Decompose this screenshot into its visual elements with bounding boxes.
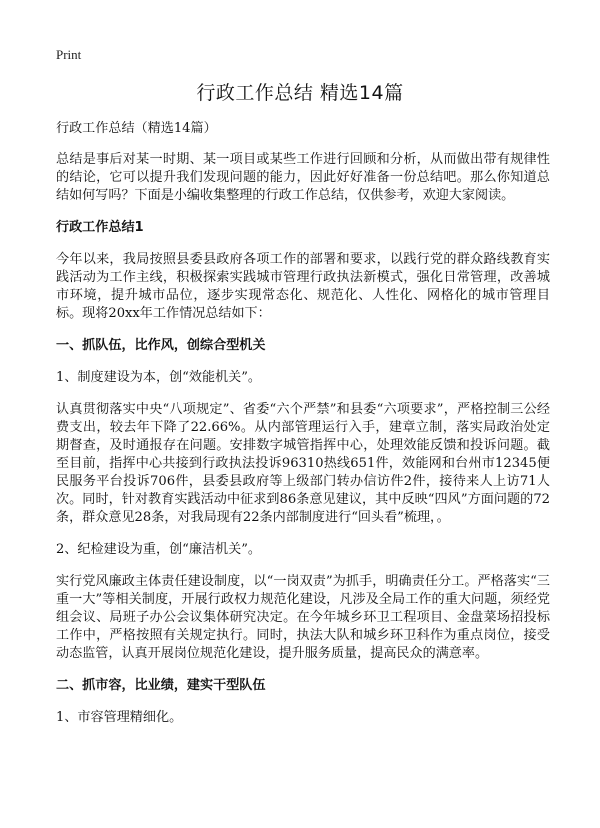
heading-2: 二、抓市容，比业绩，建实干型队伍 <box>56 678 266 693</box>
item-1-body: 认真贯彻落实中央“八项规定”、省委“六个严禁”和县委“六项要求”，严格控制三公经费支出，较去年下降了22.66%。从内部管理运行入手，建章立制，落实局政治处定期督查，及时通报存在问题。安排数字城管指挥中心，处理效能反馈和投诉问题。截至目前，指挥中心共接到行政执法投诉96310热线651件，效能网和台州市12345便民服务平台投诉706件，县委县政府等上级部门转办信访件2件，接待来人上访71人次。同时，针对教育实践活动中征求到86条意见建议，其中反映“四风”方面问题的72条，群众意见28条，对我局现有22条内部制度进行“回头看”梳理，。 <box>56 402 550 525</box>
item-2-body: 实行党风廉政主体责任建设制度，以“一岗双责”为抓手，明确责任分工。严格落实“三重一大”等相关制度，开展行政权力规范化建设，凡涉及全局工作的重大问题，须经党组会议、局班子办公会议集体研究决定。在今年城乡环卫工程项目、金盘菜场招投标工作中，严格按照有关规定执行。同时，执法大队和城乡环卫科作为重点岗位，接受动态监管，认真开展岗位规范化建设，提升服务质量，提高民众的满意率。 <box>56 574 550 661</box>
section-1-intro-paragraph: 今年以来，我局按照县委县政府各项工作的部署和要求，以践行党的群众路线教育实践活动为工作主线，积极探索实践城市管理行政执法新模式，强化日常管理，改善城市环境，提升城市品位，逐步实现常态化、规范化、人性化、网格化的城市管理目标。现将20xx年工作情况总结如下： <box>56 252 550 321</box>
print-link[interactable]: Print <box>56 47 82 62</box>
section-title-1: 行政工作总结1 <box>56 220 144 235</box>
item-3-heading: 1、市容管理精细化。 <box>56 710 183 725</box>
item-2-heading: 2、纪检建设为重，创“廉洁机关”。 <box>56 542 262 557</box>
document-title: 行政工作总结 精选14篇 <box>196 82 404 104</box>
heading-1: 一、抓队伍，比作风，创综合型机关 <box>56 338 266 353</box>
intro-paragraph: 总结是事后对某一时期、某一项目或某些工作进行回顾和分析，从而做出带有规律性的结论，它可以提升我们发现问题的能力，因此好好准备一份总结吧。那么你知道总结如何写吗？下面是小编收集整理的行政工作总结，仅供参考，欢迎大家阅读。 <box>56 152 550 203</box>
document-body <box>56 120 550 741</box>
item-1-heading: 1、制度建设为本，创“效能机关”。 <box>56 370 262 385</box>
document-subtitle: 行政工作总结（精选14篇） <box>56 121 217 136</box>
